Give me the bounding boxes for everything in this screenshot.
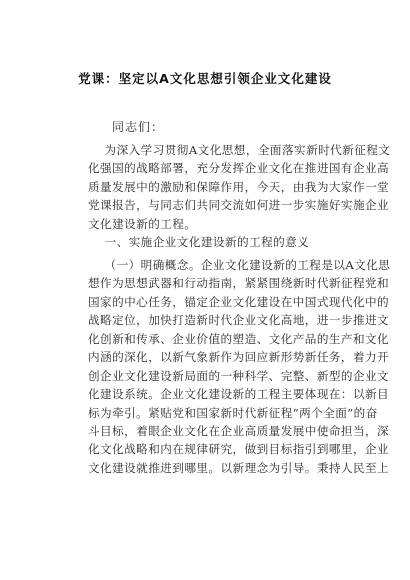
section-heading: 一、实施企业文化建设新的工程的意义 xyxy=(88,235,310,249)
text-line: 标为牵引。紧贴党和国家新时代新征程“两个全面”的奋 xyxy=(88,405,378,420)
text-line: 想作为思想武器和行动指南，紧紧围绕新时代新征程党和 xyxy=(88,276,390,291)
text-line: 战略定位，加快打造新时代企业文化高地，进一步推进文 xyxy=(88,313,390,328)
text-line: （一）明确概念。企业文化建设新的工程是以A文化思 xyxy=(88,258,391,272)
document-title: 党课：坚定以A文化思想引领企业文化建设 xyxy=(78,71,332,86)
text-line: 质量发展中的激励和保障作用，今天，由我为大家作一堂 xyxy=(88,179,390,194)
paragraph-concept xyxy=(88,256,391,477)
text-line: 化建设系统。企业文化建设新的工程主要体现在：以新目 xyxy=(88,387,390,402)
text-line: 文化建设就推进到哪里。以新理念为引导。秉持人民至上 xyxy=(88,460,390,475)
text-line: 斗目标，着眼企业文化在企业高质量发展中使命担当，深 xyxy=(88,423,390,438)
text-line: 文化建设新的工程。 xyxy=(88,216,197,231)
text-line: 创企业文化建设新局面的一种科学、完整、新型的企业文 xyxy=(88,368,390,383)
greeting: 同志们： xyxy=(112,120,165,134)
text-line: 为深入学习贯彻A文化思想，全面落实新时代新征程文 xyxy=(88,143,391,157)
text-line: 党课报告，与同志们共同交流如何进一步实施好实施企业 xyxy=(88,198,390,213)
text-line: 国家的中心任务，锚定企业文化建设在中国式现代化中的 xyxy=(88,294,390,309)
paragraph-intro xyxy=(88,141,391,233)
text-line: 化文化战略和内在规律研究，做到目标指引到哪里，企业 xyxy=(88,442,390,457)
text-line: 内涵的深化，以新气象新作为回应新形势新任务，着力开 xyxy=(88,350,390,365)
text-line: 化强国的战略部署，充分发挥企业文化在推进国有企业高 xyxy=(88,161,390,176)
text-line: 化创新和传承、企业价值的塑造、文化产品的生产和文化 xyxy=(88,331,390,346)
section-heading-block xyxy=(88,233,368,251)
